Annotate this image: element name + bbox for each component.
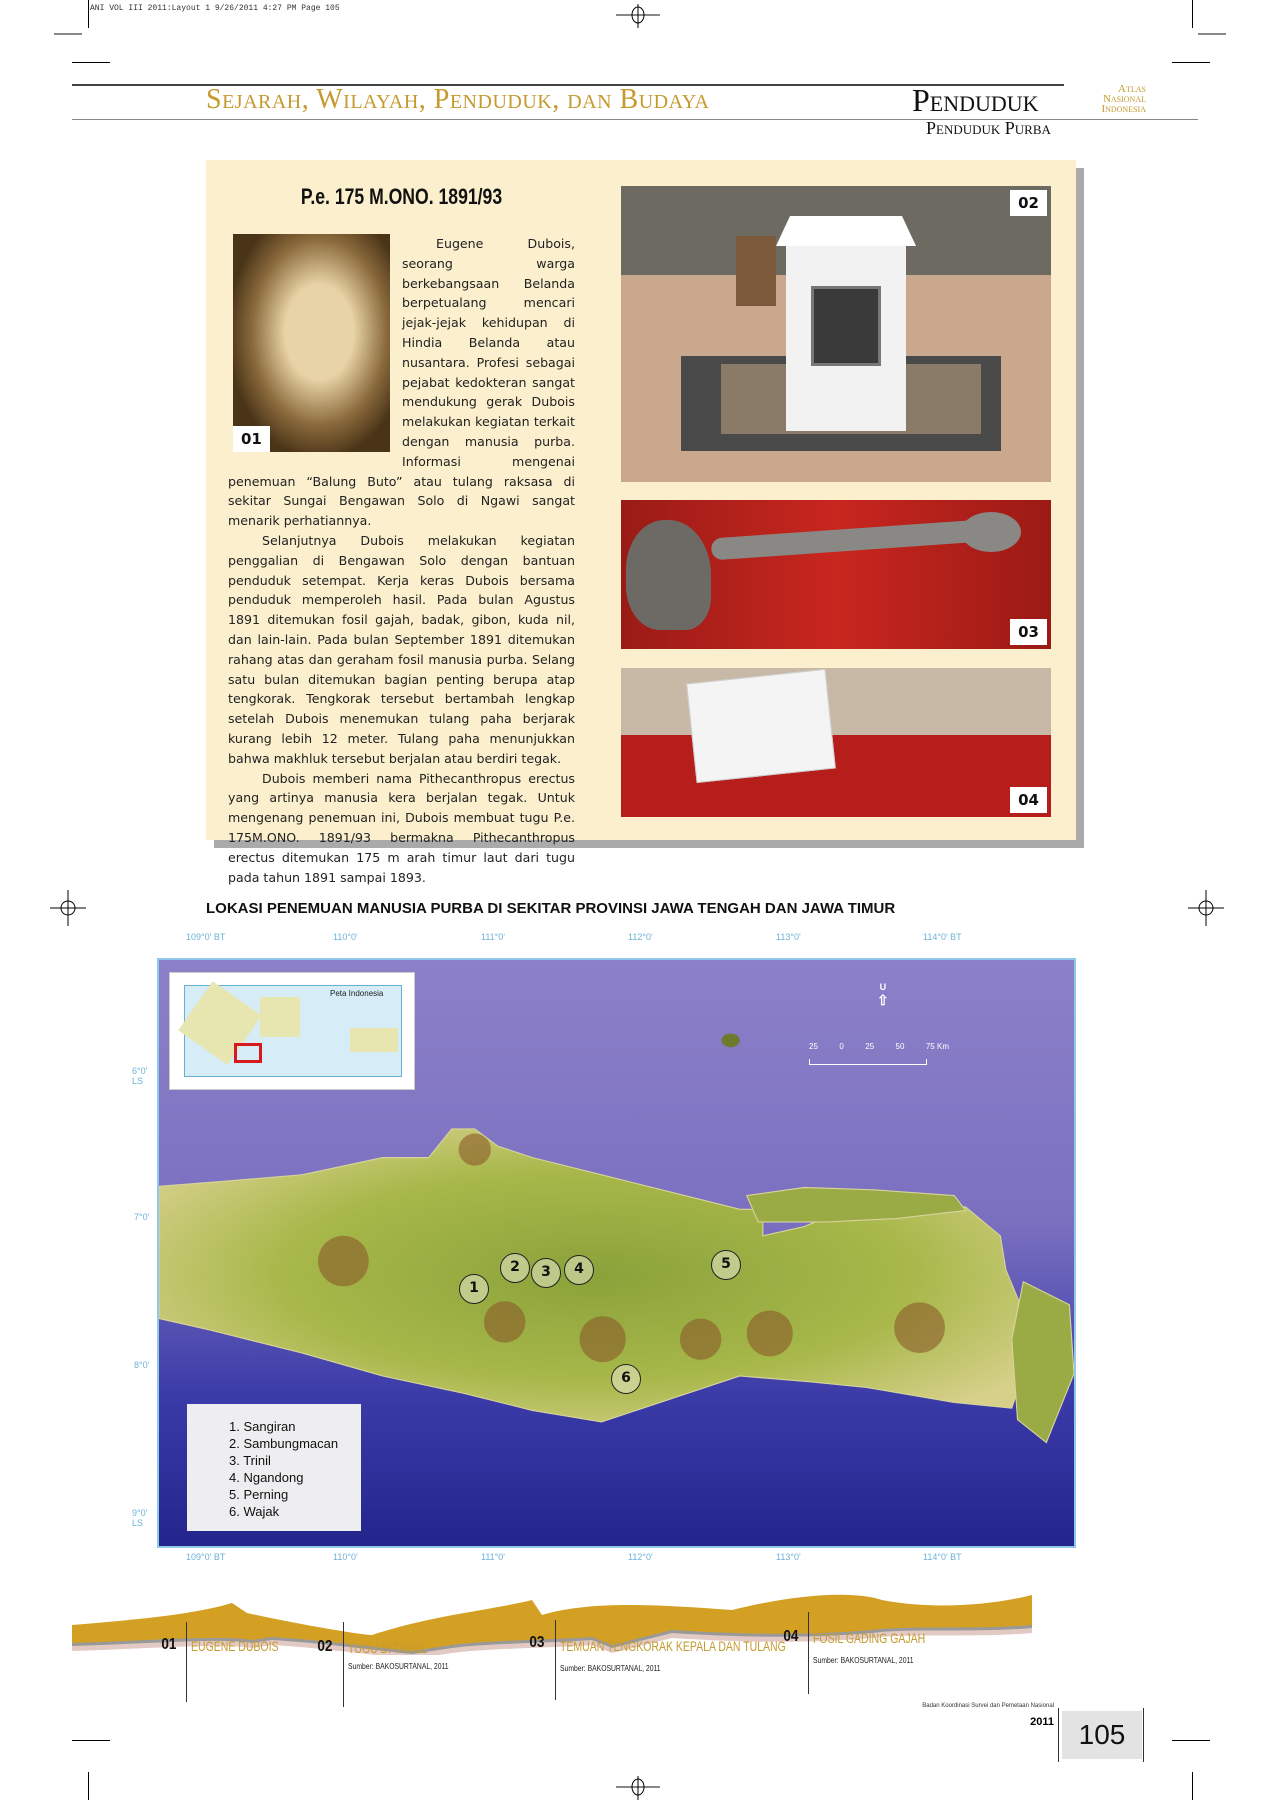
- caption-number: 04: [783, 1628, 799, 1645]
- photo-label: 03: [1010, 619, 1047, 645]
- caption-number: 03: [529, 1634, 545, 1651]
- lon-tick: 112°0': [628, 932, 653, 942]
- lon-tick: 113°0': [776, 1552, 801, 1562]
- crop-mark: [1172, 1740, 1210, 1741]
- subsection-title: Penduduk Purba: [926, 118, 1051, 138]
- lon-tick: 111°0': [481, 1552, 506, 1562]
- registration-mark-icon: [616, 4, 660, 33]
- lon-tick: 113°0': [776, 932, 801, 942]
- lon-tick: 112°0': [628, 1552, 653, 1562]
- paragraph: Dubois memberi nama Pithecanthropus erectus yang artinya manusia kera berjalan tegak. Untuk mengenang penemuan ini, Dubois membuat tugu P.e. 175M.ONO. 1891/93 bermakna Pithecanthropus erectus ditemukan 175 m arah timur laut dari tugu pada tahun 1891 sampai 1893.: [228, 770, 575, 885]
- lon-tick: 114°0' BT: [923, 1552, 962, 1562]
- chapter-title: Sejarah, Wilayah, Penduduk, dan Budaya: [206, 84, 710, 115]
- lat-tick: 7°0': [134, 1212, 150, 1222]
- caption-number: 01: [161, 1636, 177, 1653]
- caption-divider: [343, 1622, 344, 1707]
- photo-label: 04: [1010, 787, 1047, 813]
- crop-mark: [1172, 62, 1210, 63]
- photo-label: 01: [233, 426, 270, 452]
- crop-mark: [72, 1740, 110, 1741]
- caption-divider: [808, 1612, 809, 1694]
- photo-fossil-skull-bone: [621, 500, 1051, 649]
- footer-divider: [1143, 1708, 1144, 1762]
- footer-year: 2011: [1030, 1716, 1054, 1728]
- atlas-logo: Atlas Nasional Indonesia: [1101, 83, 1146, 115]
- photo-elephant-tusk-fossil: [621, 668, 1051, 817]
- print-slug: ANI VOL III 2011:Layout 1 9/26/2011 4:27 PM Page 105: [90, 4, 340, 13]
- site-marker-wajak[interactable]: 6: [611, 1364, 641, 1394]
- paragraph: Selanjutnya Dubois melakukan kegiatan penggalian di Bengawan Solo dengan bantuan penduduk setempat. Kerja keras Dubois bersama penduduk memperoleh hasil. Pada bulan Agustus 1891 ditemukan fosil gajah, badak, gibon, kuda nil, dan lain-lain. Pada bulan September 1891 ditemukan rahang atas dan geraham fosil manusia purba. Selang satu bulan ditemukan bagian penting berupa atap tengkorak. Tengkorak tersebut bertambah lengkap setelah Dubois menemukan tulang paha berjarak kurang lebih 12 meter. Tulang paha menunjukkan bahwa makhluk tersebut berjalan atau berdiri tegak.: [228, 532, 575, 766]
- registration-mark-icon: [616, 1776, 660, 1805]
- caption-divider: [555, 1620, 556, 1700]
- crop-mark: [72, 62, 110, 63]
- caption-source: Sumber: BAKOSURTANAL, 2011: [813, 1656, 914, 1665]
- map-title: LOKASI PENEMUAN MANUSIA PURBA DI SEKITAR PROVINSI JAWA TENGAH DAN JAWA TIMUR: [206, 900, 896, 917]
- lon-tick: 110°0': [333, 932, 358, 942]
- crop-mark: [88, 1772, 89, 1800]
- caption-number: 02: [317, 1638, 333, 1655]
- footer-divider: [1058, 1708, 1059, 1762]
- caption-title: FOSIL GADING GAJAH: [813, 1630, 926, 1646]
- caption-source: Sumber: BAKOSURTANAL, 2011: [560, 1664, 661, 1673]
- map-legend: 1. Sangiran 2. Sambungmacan 3. Trinil 4. Ngandong 5. Perning 6. Wajak: [187, 1404, 361, 1531]
- caption-divider: [186, 1622, 187, 1702]
- lon-tick: 114°0' BT: [923, 932, 962, 942]
- scale-bar: 25 0 25 50 75 Km: [809, 1042, 949, 1065]
- caption-title: EUGENE DUBOIS: [191, 1638, 279, 1654]
- lon-tick: 109°0' BT: [186, 1552, 226, 1562]
- site-marker-sambungmacan[interactable]: 2: [500, 1253, 530, 1283]
- lon-tick: 110°0': [333, 1552, 358, 1562]
- page-number: 105: [1062, 1711, 1142, 1759]
- crop-mark: [88, 0, 89, 28]
- java-relief-map: [157, 958, 1076, 1548]
- registration-mark-icon: [1188, 890, 1224, 931]
- site-marker-perning[interactable]: 5: [711, 1250, 741, 1280]
- site-marker-sangiran[interactable]: 1: [459, 1274, 489, 1304]
- caption-title: TEMUAN TENGKORAK KEPALA DAN TULANG: [560, 1638, 786, 1654]
- site-marker-ngandong[interactable]: 4: [564, 1255, 594, 1285]
- crop-mark: [1192, 0, 1193, 28]
- lon-tick: 111°0': [481, 932, 506, 942]
- inset-title: Peta Indonesia: [330, 989, 384, 998]
- site-marker-trinil[interactable]: 3: [531, 1258, 561, 1288]
- paragraph: Eugene Dubois, seorang warga berkebangsaan Belanda berpetualang mencari jejak-jejak kehidupan di Hindia Belanda atau nusantara. Profesi sebagai pejabat kedokteran sangat mendukung gerak Dubois melakukan kegiatan terkait dengan manusia purba. Informasi mengenai penemuan “Balung Buto” atau tulang raksasa di sekitar Sungai Bengawan Solo di Ngawi sangat menarik perhatiannya.: [228, 236, 575, 529]
- registration-mark-icon: [50, 890, 86, 931]
- indonesia-inset-map: [169, 972, 415, 1090]
- photo-label: 02: [1010, 190, 1047, 216]
- footer-agency: Badan Koordinasi Survei dan Pemetaan Nasional: [922, 1703, 1054, 1709]
- lon-tick: 109°0' BT: [186, 932, 226, 942]
- lat-tick: 8°0': [134, 1360, 150, 1370]
- lat-tick: 9°0' LS: [132, 1508, 148, 1528]
- article-title: P.e. 175 M.ONO. 1891/93: [300, 184, 503, 209]
- crop-mark: [1192, 1772, 1193, 1800]
- north-arrow-icon: U ⇧: [877, 982, 889, 1008]
- lat-tick: 6°0' LS: [132, 1066, 148, 1086]
- eugene-dubois-portrait: [233, 234, 390, 452]
- article-text: [228, 234, 575, 887]
- caption-source: Sumber: BAKOSURTANAL, 2011: [348, 1662, 449, 1671]
- section-title: Penduduk: [912, 82, 1039, 118]
- caption-title: TUGU DI TRINIL: [348, 1640, 428, 1656]
- crop-mark: [54, 33, 82, 35]
- crop-mark: [1198, 33, 1226, 35]
- photo-tugu-trinil: [621, 186, 1051, 482]
